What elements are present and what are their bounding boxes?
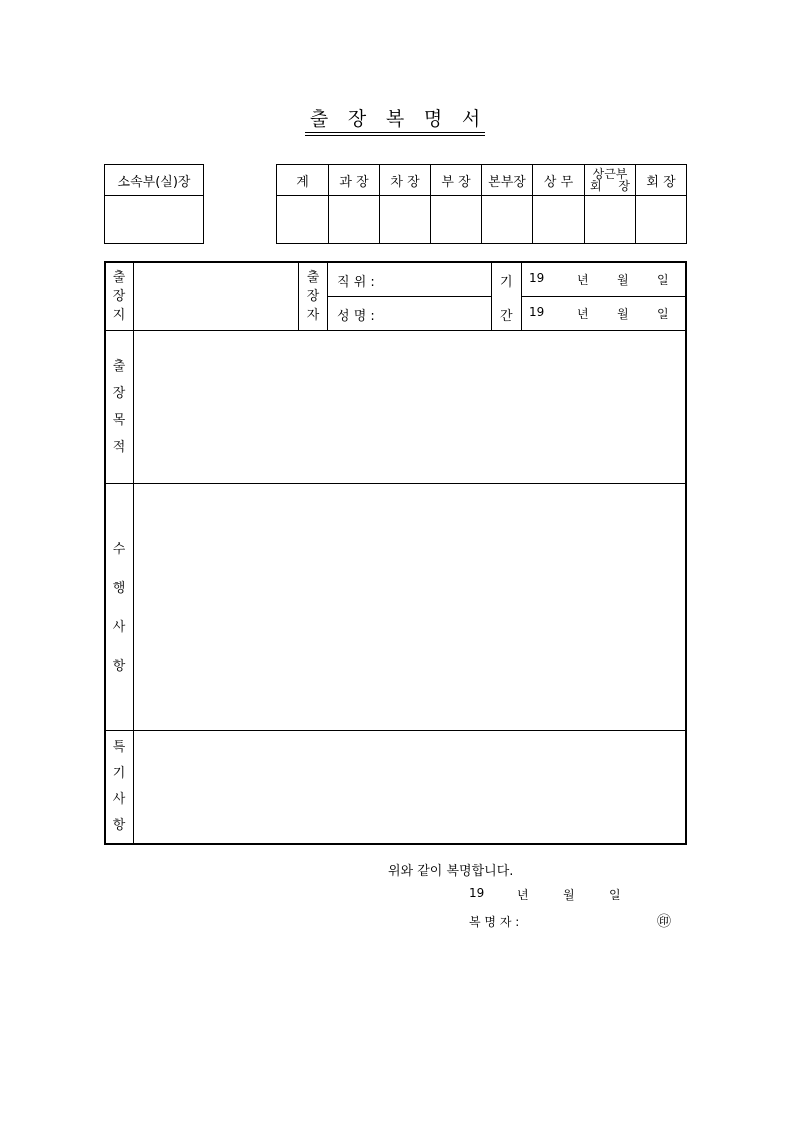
approval-col-label: 회: [590, 179, 602, 193]
approval-col-label: 회 장: [646, 174, 676, 190]
label-char: 지: [112, 307, 126, 323]
title-char: 서: [461, 108, 481, 130]
label-char: 출: [306, 269, 320, 285]
notes-label: [105, 734, 133, 840]
approval-col-label: 과 장: [339, 174, 369, 190]
label-char: 특: [112, 740, 126, 755]
label-char: 항: [112, 818, 126, 833]
col-divider: [327, 261, 328, 330]
dept-head-sign-cell[interactable]: [104, 195, 204, 244]
approval-col-hoejang: [635, 164, 687, 196]
label-char: 사: [112, 792, 126, 807]
approval-col-label: 장: [618, 179, 630, 193]
approval-col-label: 상근부: [592, 167, 628, 181]
approval-sign-cell[interactable]: [276, 195, 329, 244]
destination-field[interactable]: [134, 263, 297, 329]
approval-sign-cell[interactable]: [584, 195, 636, 244]
label-char: 기: [112, 766, 126, 781]
title-char: 장: [347, 108, 367, 130]
traveler-label: [299, 263, 327, 329]
notes-field[interactable]: [134, 731, 685, 843]
start-year: 19: [529, 271, 545, 285]
seal-mark: ㊞: [657, 914, 671, 930]
start-day-unit: 일: [657, 273, 669, 287]
approval-col-label: 차 장: [390, 174, 420, 190]
approval-col-label: 본부장: [488, 174, 526, 190]
approval-col-gye: [276, 164, 329, 196]
approval-sign-cell[interactable]: [430, 195, 482, 244]
start-year-unit: 년: [577, 273, 589, 287]
footer-day-unit: 일: [609, 888, 621, 902]
period-label-bottom: 간: [500, 309, 513, 324]
end-year-unit: 년: [577, 307, 589, 321]
dept-head-label: 소속부(실)장: [117, 174, 191, 190]
label-char: 행: [112, 581, 126, 596]
approval-col-bujang: [430, 164, 482, 196]
label-char: 출: [112, 359, 126, 374]
tasks-label: [105, 530, 133, 686]
period-label-top: 기: [500, 275, 513, 290]
title-underline-bottom: [305, 135, 485, 136]
footer-month-unit: 월: [563, 888, 575, 902]
reporter-label: 복 명 자 :: [469, 915, 520, 929]
purpose-field[interactable]: [134, 331, 685, 482]
col-divider: [521, 261, 522, 330]
end-day-unit: 일: [657, 307, 669, 321]
approval-col-sangmu: [532, 164, 585, 196]
document-title: [300, 104, 490, 132]
approval-col-bonbujang: [481, 164, 533, 196]
approval-sign-cell[interactable]: [379, 195, 431, 244]
name-label: 성 명 :: [337, 309, 375, 324]
approval-col-label-line2: [590, 180, 630, 192]
approval-col-sangeunbu: [584, 164, 636, 196]
label-char: 장: [112, 288, 126, 304]
tasks-field[interactable]: [134, 484, 685, 729]
approval-col-gwajang: [328, 164, 380, 196]
approval-sign-cell[interactable]: [328, 195, 380, 244]
label-char: 장: [306, 288, 320, 304]
end-year: 19: [529, 305, 545, 319]
label-char: 적: [112, 440, 126, 455]
approval-col-label: 계: [296, 174, 309, 190]
label-char: 장: [112, 386, 126, 401]
approval-sign-cell[interactable]: [532, 195, 585, 244]
title-underline-top: [305, 132, 485, 133]
footer-year: 19: [469, 886, 485, 900]
label-char: 출: [112, 269, 126, 285]
approval-sign-cell[interactable]: [481, 195, 533, 244]
col-divider: [491, 261, 492, 330]
start-month-unit: 월: [617, 273, 629, 287]
dept-head-label-cell: [104, 164, 204, 196]
end-month-unit: 월: [617, 307, 629, 321]
approval-col-label: 상 무: [543, 174, 574, 190]
label-char: 사: [112, 620, 126, 635]
approval-col-chajang: [379, 164, 431, 196]
footer-year-unit: 년: [517, 888, 529, 902]
label-char: 수: [112, 542, 126, 557]
approval-sign-cell[interactable]: [635, 195, 687, 244]
label-char: 목: [112, 413, 126, 428]
position-label: 직 위 :: [337, 275, 375, 290]
title-char: 복: [385, 108, 405, 130]
reporter-name-field[interactable]: [540, 910, 650, 928]
name-field[interactable]: [390, 297, 490, 329]
label-char: 항: [112, 659, 126, 674]
footer-statement: 위와 같이 복명합니다.: [388, 864, 514, 879]
title-char: 명: [423, 108, 443, 130]
destination-label: [105, 263, 133, 329]
approval-col-label: 부 장: [441, 174, 471, 190]
purpose-label: [105, 352, 133, 462]
label-char: 자: [306, 307, 320, 323]
title-char: 출: [309, 108, 329, 130]
position-field[interactable]: [390, 263, 490, 295]
period-divider: [521, 296, 687, 297]
